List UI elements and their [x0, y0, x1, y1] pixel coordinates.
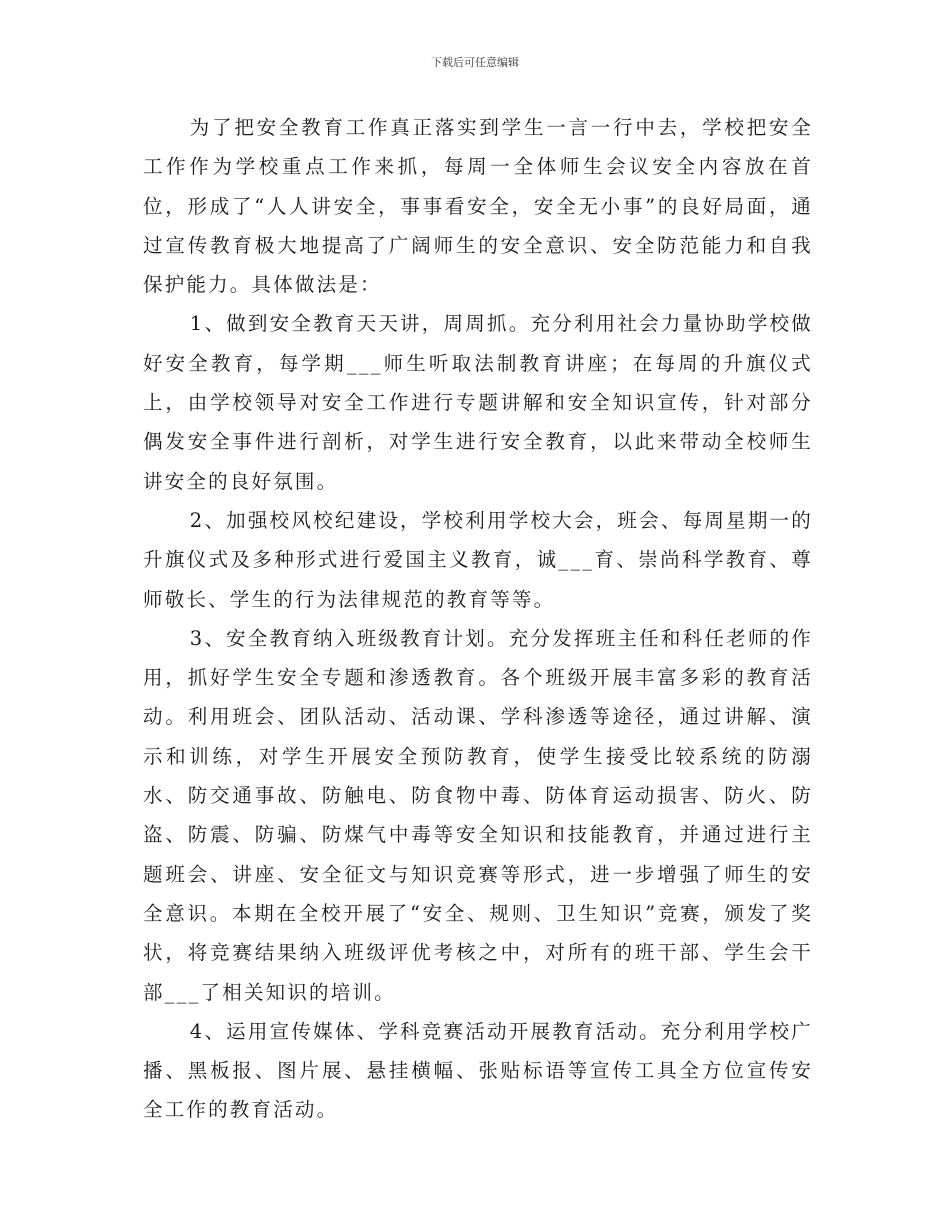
document-body — [143, 108, 813, 1130]
paragraph-item-4: 4、运用宣传媒体、学科竞赛活动开展教育活动。充分利用学校广播、黑板报、图片展、悬挂横幅、张贴标语等宣传工具全方位宣传安全工作的教育活动。 — [143, 1019, 813, 1122]
paragraph-item-2: 2、加强校风校纪建设，学校利用学校大会，班会、每周星期一的升旗仪式及多种形式进行爱国主义教育，诚___育、崇尚科学教育、尊师敬长、学生的行为法律规范的教育等等。 — [143, 508, 813, 611]
paragraph-item-3: 3、安全教育纳入班级教育计划。充分发挥班主任和科任老师的作用，抓好学生安全专题和渗透教育。各个班级开展丰富多彩的教育活动。利用班会、团队活动、活动课、学科渗透等途径，通过讲解、演示和训练，对学生开展安全预防教育，使学生接受比较系统的防溺水、防交通事故、防触电、防食物中毒、防体育运动损害、防火、防盗、防震、防骗、防煤气中毒等安全知识和技能教育，并通过进行主题班会、讲座、安全征文与知识竞赛等形式，进一步增强了师生的安全意识。本期在全校开展了“安全、规则、卫生知识”竞赛，颁发了奖状，将竞赛结果纳入班级评优考核之中，对所有的班干部、学生会干部___了相关知识的培训。 — [143, 626, 813, 1004]
paragraph-item-1: 1、做到安全教育天天讲，周周抓。充分利用社会力量协助学校做好安全教育，每学期___师生听取法制教育讲座；在每周的升旗仪式上，由学校领导对安全工作进行专题讲解和安全知识宣传，针对部分偶发安全事件进行剖析，对学生进行安全教育，以此来带动全校师生讲安全的良好氛围。 — [143, 312, 813, 493]
paragraph-intro: 为了把安全教育工作真正落实到学生一言一行中去，学校把安全工作作为学校重点工作来抓，每周一全体师生会议安全内容放在首位，形成了“人人讲安全，事事看安全，安全无小事”的良好局面，通过宣传教育极大地提高了广阔师生的安全意识、安全防范能力和自我保护能力。具体做法是： — [143, 116, 813, 297]
page-header: 下载后可任意编辑 — [431, 56, 519, 69]
